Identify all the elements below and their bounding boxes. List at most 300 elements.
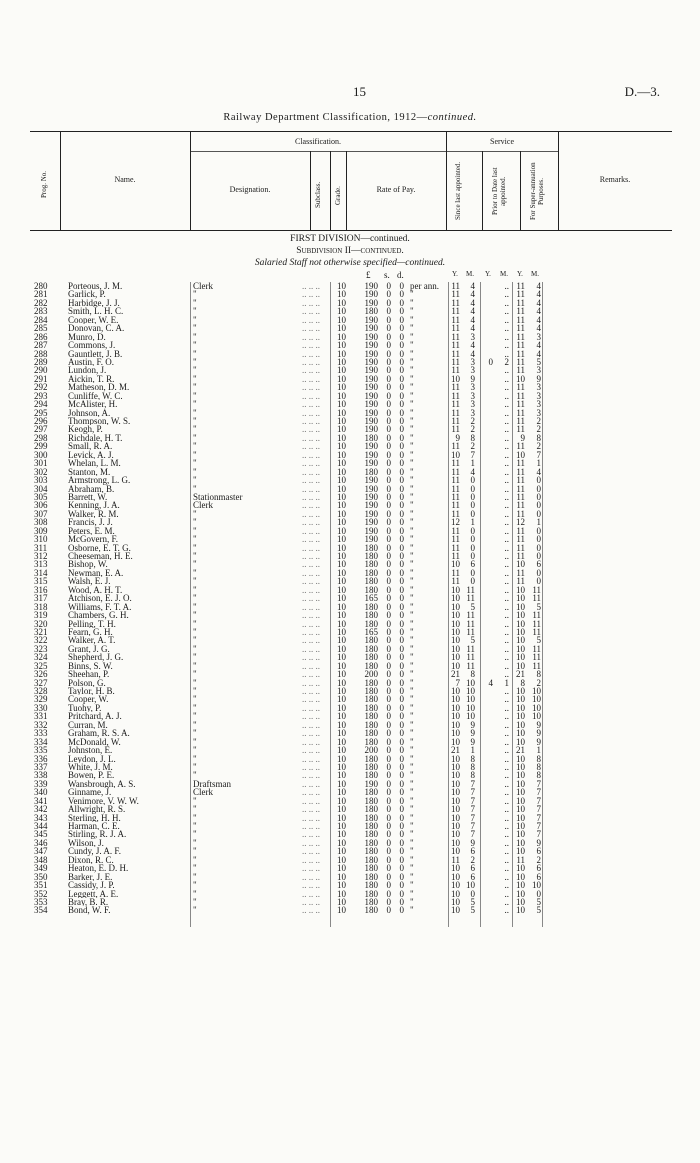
table-row — [0, 763, 700, 771]
super-months-cell: 11 — [532, 618, 541, 629]
designation-cell: " — [193, 729, 197, 738]
pay-shillings-cell: 0 — [386, 728, 391, 739]
prior-months-cell: .. — [504, 314, 509, 325]
prior-months-cell: .. — [504, 289, 509, 300]
prog-no-cell: 317 — [34, 593, 48, 604]
leader-dots: .. .. .. — [302, 719, 320, 730]
since-last-months-cell: 8 — [470, 669, 475, 680]
pay-pounds-cell: 190 — [364, 348, 378, 359]
table-row — [0, 485, 700, 493]
designation-cell: " — [193, 830, 197, 839]
super-months-cell: 11 — [532, 660, 541, 671]
pay-pounds-cell: 180 — [364, 635, 378, 646]
since-last-months-cell: 6 — [470, 863, 475, 874]
classification-header: Classification. — [295, 137, 341, 146]
since-last-years-cell: 10 — [451, 787, 460, 798]
since-last-months-cell: 1 — [470, 745, 475, 756]
grade-cell: 10 — [337, 787, 346, 798]
rate-header: Rate of Pay. — [376, 185, 416, 194]
since-last-years-cell: 10 — [451, 778, 460, 789]
table-row — [0, 552, 700, 560]
since-last-months-cell: 11 — [466, 584, 475, 595]
pay-shillings-cell: 0 — [386, 888, 391, 899]
table-row — [0, 636, 700, 644]
name-cell: McGovern, F. — [68, 535, 119, 544]
prior-months-cell: .. — [504, 846, 509, 857]
since-last-months-cell: 1 — [470, 458, 475, 469]
designation-cell: Draftsman — [193, 779, 231, 789]
since-last-years-cell: 11 — [451, 416, 460, 426]
super-months-cell: 3 — [536, 382, 541, 393]
prior-months-cell: .. — [504, 643, 509, 654]
super-years-cell: 11 — [516, 542, 525, 553]
grade-cell: 10 — [337, 289, 346, 300]
grade-cell: 10 — [337, 399, 346, 410]
grade-cell: 10 — [337, 390, 346, 401]
since-last-months-cell: 7 — [470, 787, 475, 798]
name-cell: Francis, J. J. — [68, 518, 113, 527]
pay-shillings-cell: 0 — [386, 559, 391, 570]
designation-cell: " — [193, 805, 197, 814]
designation-cell: " — [193, 442, 197, 451]
pay-shillings-cell: 0 — [386, 804, 391, 815]
name-cell: Sheehan, P. — [68, 670, 110, 679]
pay-shillings-cell: 0 — [386, 289, 391, 300]
prior-months-cell: .. — [504, 542, 509, 553]
months-unit-2: M. — [500, 270, 508, 278]
table-row — [0, 434, 700, 442]
grade-cell: 10 — [337, 525, 346, 536]
super-months-cell: 8 — [536, 770, 541, 781]
grade-cell: 10 — [337, 373, 346, 384]
pay-pence-cell: 0 — [399, 888, 404, 899]
leader-dots: .. .. .. — [302, 551, 320, 561]
super-years-cell: 11 — [516, 854, 525, 865]
pay-pounds-cell: 180 — [364, 795, 378, 806]
pay-pence-cell: 0 — [399, 314, 404, 325]
name-cell: Gauntlett, J. B. — [68, 349, 123, 358]
grade-cell: 10 — [337, 483, 346, 494]
pay-pounds-cell: 180 — [364, 610, 378, 621]
grade-cell: 10 — [337, 905, 346, 916]
leader-dots: .. .. .. — [302, 669, 320, 680]
prog-no-cell: 337 — [34, 761, 48, 772]
table-row — [0, 535, 700, 543]
designation-cell: " — [193, 357, 197, 367]
super-years-cell: 11 — [516, 424, 525, 435]
name-cell: Wilson, J. — [68, 838, 104, 848]
pay-pounds-cell: 180 — [364, 601, 378, 612]
super-months-cell: 5 — [536, 356, 541, 367]
prior-months-cell: .. — [504, 761, 509, 772]
super-years-cell: 11 — [516, 466, 525, 477]
prog-no-header: Prog. No. — [40, 170, 48, 198]
designation-cell: " — [193, 535, 197, 544]
grade-cell: 10 — [337, 728, 346, 739]
grade-cell: 10 — [337, 297, 346, 308]
prior-months-cell: .. — [504, 373, 509, 384]
since-last-years-cell: 10 — [451, 846, 460, 857]
since-last-months-cell: 9 — [470, 719, 475, 730]
pay-shillings-cell: 0 — [386, 635, 391, 646]
super-months-cell: 7 — [536, 787, 541, 798]
prior-months-cell: .. — [504, 399, 509, 410]
name-cell: White, J. M. — [68, 762, 113, 772]
since-last-years-cell: 11 — [451, 551, 460, 561]
table-row — [0, 594, 700, 602]
super-years-cell: 10 — [516, 373, 525, 384]
super-years-cell: 11 — [516, 365, 525, 376]
super-months-cell: 3 — [536, 399, 541, 410]
prog-no-cell: 343 — [34, 812, 48, 823]
designation-cell: " — [193, 332, 197, 342]
since-last-years-cell: 10 — [451, 660, 460, 671]
super-years-cell: 12 — [516, 517, 525, 528]
pay-shillings-cell: 0 — [386, 373, 391, 384]
pay-pounds-cell: 190 — [364, 373, 378, 384]
leader-dots: .. .. .. — [302, 854, 320, 865]
table-row — [0, 560, 700, 568]
designation-cell: " — [193, 703, 197, 713]
prior-months-cell: .. — [504, 896, 509, 907]
page-number: 15 — [353, 84, 366, 99]
division-heading: FIRST DIVISION—continued. — [290, 234, 410, 244]
pay-shillings-cell: 0 — [386, 669, 391, 680]
grade-cell: 10 — [337, 804, 346, 815]
since-last-months-cell: 10 — [466, 677, 475, 688]
designation-cell: " — [193, 653, 197, 662]
name-cell: Levick, A. J. — [68, 450, 114, 460]
pay-shillings-cell: 0 — [386, 297, 391, 308]
since-last-months-cell: 11 — [466, 660, 475, 671]
prog-no-cell: 295 — [34, 407, 48, 418]
grade-cell: 10 — [337, 314, 346, 325]
designation-cell: Stationmaster — [193, 492, 243, 502]
name-cell: Whelan, L. M. — [68, 459, 121, 468]
pay-pence-cell: 0 — [399, 306, 404, 317]
pay-period-cell: " — [410, 508, 414, 519]
super-years-cell: 11 — [516, 483, 525, 494]
since-last-years-cell: 10 — [451, 610, 460, 621]
grade-cell: 10 — [337, 491, 346, 502]
pay-pounds-cell: 180 — [364, 432, 378, 443]
prog-no-cell: 282 — [34, 297, 48, 308]
table-row — [0, 822, 700, 830]
since-last-years-cell: 11 — [451, 331, 460, 342]
since-last-months-cell: 7 — [470, 449, 475, 460]
leader-dots: .. .. .. — [302, 297, 320, 308]
super-months-cell: 11 — [532, 610, 541, 621]
since-last-years-cell: 10 — [451, 728, 460, 739]
pay-pounds-cell: 180 — [364, 559, 378, 570]
super-months-cell: 6 — [536, 871, 541, 882]
pay-period-cell: " — [410, 626, 414, 637]
since-last-months-cell: 7 — [470, 778, 475, 789]
prior-months-cell: .. — [504, 745, 509, 756]
pay-period-cell: " — [410, 475, 414, 486]
table-row — [0, 425, 700, 433]
prior-months-cell: .. — [504, 449, 509, 460]
pay-pence-cell: 0 — [399, 441, 404, 452]
name-cell: Barrett, W. — [68, 492, 108, 502]
prog-no-cell: 320 — [34, 618, 48, 629]
since-last-years-cell: 10 — [451, 694, 460, 705]
pay-period-cell: " — [410, 778, 414, 789]
super-years-cell: 21 — [516, 669, 525, 680]
table-row — [0, 805, 700, 813]
leader-dots: .. .. .. — [302, 281, 320, 291]
table-row — [0, 906, 700, 914]
since-last-years-cell: 10 — [451, 821, 460, 831]
pay-shillings-cell: 0 — [386, 593, 391, 604]
since-last-years-cell: 11 — [451, 281, 460, 291]
leader-dots: .. .. .. — [302, 534, 320, 545]
designation-cell: " — [193, 881, 197, 890]
pay-pounds-cell: 190 — [364, 407, 378, 418]
grade-cell: 10 — [337, 584, 346, 595]
prior-months-cell: .. — [504, 416, 509, 426]
super-years-cell: 11 — [516, 390, 525, 401]
since-last-years-cell: 10 — [451, 880, 460, 891]
pay-shillings-cell: 0 — [386, 458, 391, 469]
grade-cell: 10 — [337, 736, 346, 747]
pay-pounds-cell: 190 — [364, 525, 378, 536]
pay-pence-cell: 0 — [399, 289, 404, 300]
super-months-cell: 9 — [536, 728, 541, 739]
since-last-years-cell: 11 — [451, 297, 460, 308]
super-years-cell: 10 — [516, 821, 525, 831]
pay-pounds-cell: 180 — [364, 837, 378, 848]
designation-cell: " — [193, 290, 197, 299]
super-months-cell: 4 — [536, 340, 541, 351]
pay-shillings-cell: 0 — [386, 356, 391, 367]
prior-months-cell: .. — [504, 323, 509, 334]
super-years-cell: 11 — [516, 508, 525, 519]
grade-cell: 10 — [337, 356, 346, 367]
pay-period-cell: " — [410, 297, 414, 308]
super-months-cell: 6 — [536, 559, 541, 570]
prior-months-cell: .. — [504, 534, 509, 545]
name-cell: Venimore, V. W. W. — [68, 796, 139, 806]
designation-cell: " — [193, 484, 197, 493]
super-years-cell: 10 — [516, 626, 525, 637]
grade-cell: 10 — [337, 745, 346, 756]
since-last-years-cell: 10 — [451, 896, 460, 907]
prior-months-cell: .. — [504, 652, 509, 663]
prior-months-cell: 2 — [504, 356, 509, 367]
prog-no-cell: 294 — [34, 399, 48, 410]
prior-months-cell: .. — [504, 500, 509, 511]
since-last-years-cell: 7 — [455, 677, 460, 688]
super-years-cell: 10 — [516, 871, 525, 882]
pay-pounds-cell: 190 — [364, 424, 378, 435]
table-row — [0, 375, 700, 383]
pay-pounds-cell: 180 — [364, 694, 378, 705]
pay-pence-cell: 0 — [399, 323, 404, 334]
prior-months-cell: .. — [504, 812, 509, 823]
super-years-cell: 10 — [516, 829, 525, 840]
grade-cell: 10 — [337, 542, 346, 553]
since-last-years-cell: 10 — [451, 643, 460, 654]
pay-shillings-cell: 0 — [386, 778, 391, 789]
pay-shillings-cell: 0 — [386, 871, 391, 882]
pay-period-cell: " — [410, 449, 414, 460]
table-row — [0, 788, 700, 796]
pay-shillings-cell: 0 — [386, 711, 391, 722]
pay-pence-cell: 0 — [399, 761, 404, 772]
since-last-months-cell: 8 — [470, 753, 475, 764]
pay-shillings-cell: 0 — [386, 702, 391, 713]
designation-cell: " — [193, 636, 197, 645]
pay-shillings-cell: 0 — [386, 812, 391, 823]
pay-pounds-cell: 180 — [364, 846, 378, 857]
pay-period-cell: " — [410, 458, 414, 469]
leader-dots: .. .. .. — [302, 584, 320, 595]
name-cell: Smith, L. H. C. — [68, 307, 124, 316]
name-cell: Armstrong, L. G. — [68, 476, 131, 485]
super-months-cell: 4 — [536, 466, 541, 477]
since-last-months-cell: 9 — [470, 837, 475, 848]
grade-cell: 10 — [337, 686, 346, 696]
pay-pounds-cell: 190 — [364, 491, 378, 502]
prog-no-cell: 286 — [34, 331, 48, 342]
grade-cell: 10 — [337, 896, 346, 907]
designation-cell: " — [193, 315, 197, 325]
name-cell: Bray, B. R. — [68, 897, 109, 907]
designation-cell: " — [193, 425, 197, 434]
designation-cell: " — [193, 366, 197, 375]
pay-period-cell: " — [410, 719, 414, 730]
super-years-cell: 11 — [516, 289, 525, 300]
designation-cell: " — [193, 408, 197, 418]
pay-pence-cell: 0 — [399, 896, 404, 907]
grade-cell: 10 — [337, 424, 346, 435]
super-months-cell: 0 — [536, 567, 541, 578]
prior-months-cell: .. — [504, 441, 509, 452]
leader-dots: .. .. .. — [302, 466, 320, 477]
shilling-unit: s. — [384, 270, 390, 280]
prog-no-cell: 311 — [34, 542, 48, 553]
prog-no-cell: 296 — [34, 416, 48, 426]
grade-cell: 10 — [337, 871, 346, 882]
leader-dots: .. .. .. — [302, 356, 320, 367]
pay-shillings-cell: 0 — [386, 677, 391, 688]
pay-period-cell: " — [410, 652, 414, 663]
designation-cell: " — [193, 459, 197, 468]
table-row — [0, 738, 700, 746]
since-last-months-cell: 3 — [470, 356, 475, 367]
since-last-years-cell: 10 — [451, 753, 460, 764]
pay-pounds-cell: 180 — [364, 677, 378, 688]
since-last-months-cell: 6 — [470, 559, 475, 570]
subclass-header: Subclass. — [314, 181, 322, 209]
name-cell: Harbidge, J. J. — [68, 298, 120, 308]
since-last-months-cell: 8 — [470, 770, 475, 781]
since-last-months-cell: 11 — [466, 643, 475, 654]
since-last-years-cell: 10 — [451, 812, 460, 823]
since-last-months-cell: 7 — [470, 821, 475, 831]
super-months-cell: 8 — [536, 753, 541, 764]
name-cell: Commons, J. — [68, 341, 116, 350]
pay-pounds-cell: 180 — [364, 736, 378, 747]
leader-dots: .. .. .. — [302, 576, 320, 587]
name-cell: Pelling, T. H. — [68, 619, 116, 628]
prog-no-cell: 290 — [34, 365, 48, 376]
pay-shillings-cell: 0 — [386, 416, 391, 426]
pay-period-cell: " — [410, 711, 414, 722]
pay-shillings-cell: 0 — [386, 618, 391, 629]
pay-shillings-cell: 0 — [386, 491, 391, 502]
pay-pence-cell: 0 — [399, 424, 404, 435]
pay-pounds-cell: 180 — [364, 686, 378, 696]
pay-shillings-cell: 0 — [386, 660, 391, 671]
pay-pence-cell: 0 — [399, 660, 404, 671]
prog-no-cell: 304 — [34, 483, 48, 494]
pay-period-cell: " — [410, 407, 414, 418]
leader-dots: .. .. .. — [302, 888, 320, 899]
pay-period-cell: " — [410, 525, 414, 536]
pay-period-cell: " — [410, 787, 414, 798]
prog-no-cell: 310 — [34, 534, 48, 545]
pay-pence-cell: 0 — [399, 559, 404, 570]
name-cell: Harman, C. E. — [68, 822, 120, 831]
since-last-months-cell: 0 — [470, 508, 475, 519]
since-last-years-cell: 11 — [451, 466, 460, 477]
since-last-months-cell: 10 — [466, 702, 475, 713]
since-last-years-cell: 10 — [451, 686, 460, 696]
name-cell: Bishop, W. — [68, 560, 108, 569]
document-id: D.—3. — [624, 84, 660, 99]
prior-months-cell: .. — [504, 407, 509, 418]
super-years-cell: 10 — [516, 610, 525, 621]
name-cell: Stanton, M. — [68, 467, 111, 477]
prior-months-cell: .. — [504, 382, 509, 393]
pay-pence-cell: 0 — [399, 601, 404, 612]
grade-cell: 10 — [337, 340, 346, 351]
pay-shillings-cell: 0 — [386, 795, 391, 806]
super-years-cell: 11 — [516, 491, 525, 502]
pay-shillings-cell: 0 — [386, 584, 391, 595]
super-months-cell: 0 — [536, 508, 541, 519]
since-last-months-cell: 10 — [466, 694, 475, 705]
pay-pence-cell: 0 — [399, 508, 404, 519]
designation-cell: " — [193, 341, 197, 350]
staff-heading: Salaried Staff not otherwise specified—continued. — [254, 258, 446, 268]
leader-dots: .. .. .. — [302, 880, 320, 891]
prog-no-cell: 322 — [34, 635, 48, 646]
grade-cell: 10 — [337, 551, 346, 561]
table-row — [0, 712, 700, 720]
super-years-cell: 11 — [516, 356, 525, 367]
prog-no-cell: 323 — [34, 643, 48, 654]
designation-cell: " — [193, 450, 197, 460]
super-months-cell: 2 — [536, 441, 541, 452]
prog-no-cell: 336 — [34, 753, 48, 764]
prior-months-cell: .. — [504, 753, 509, 764]
table-row — [0, 358, 700, 366]
pay-pence-cell: 0 — [399, 534, 404, 545]
leader-dots: .. .. .. — [302, 652, 320, 663]
table-row — [0, 569, 700, 577]
pay-pounds-cell: 180 — [364, 551, 378, 561]
super-years-cell: 10 — [516, 635, 525, 646]
pay-pounds-cell: 180 — [364, 584, 378, 595]
leader-dots: .. .. .. — [302, 390, 320, 401]
designation-cell: " — [193, 746, 197, 755]
leader-dots: .. .. .. — [302, 441, 320, 452]
prior-months-cell: .. — [504, 854, 509, 865]
super-years-cell: 11 — [516, 382, 525, 393]
